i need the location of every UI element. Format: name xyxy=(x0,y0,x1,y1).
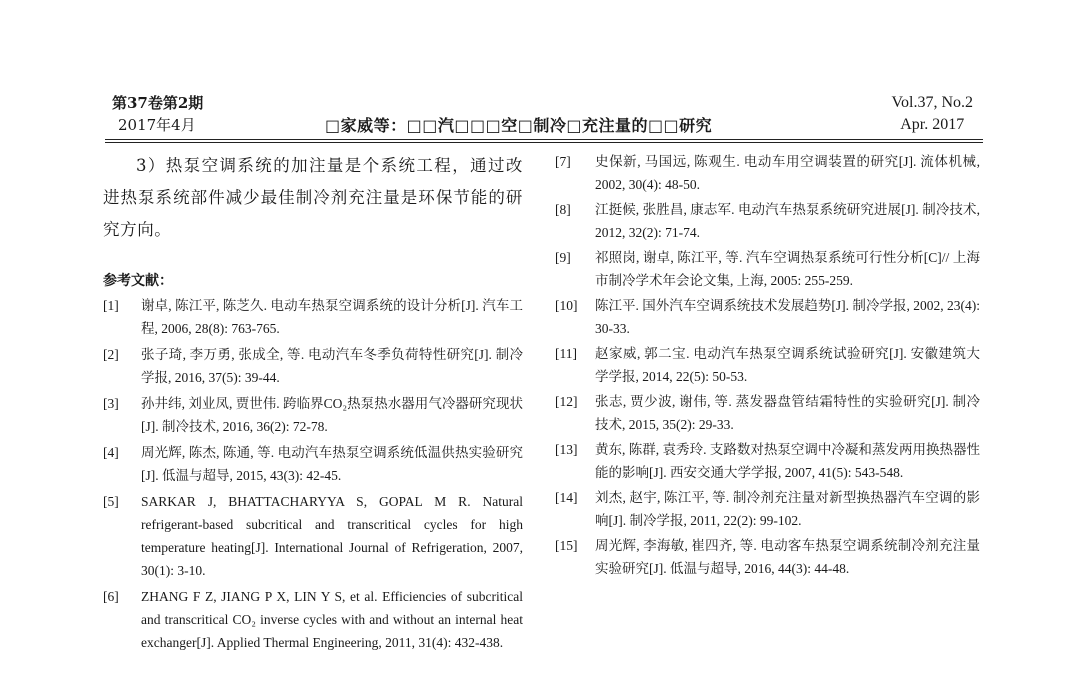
reference-number: [3] xyxy=(103,396,119,411)
reference-item xyxy=(103,343,523,389)
reference-number: [15] xyxy=(555,538,578,553)
reference-item xyxy=(555,150,980,196)
reference-number: [12] xyxy=(555,394,578,409)
volume-issue-en: Vol.37, No.2 xyxy=(891,94,973,111)
reference-number: [13] xyxy=(555,442,578,457)
reference-text: 江挺候, 张胜昌, 康志军. 电动汽车热泵系统研究进展[J]. 制冷技术, 2012, 32(2): 71-74. xyxy=(595,202,980,240)
header-rule-top xyxy=(105,139,983,140)
reference-text: 史保新, 马国远, 陈观生. 电动车用空调装置的研究[J]. 流体机械, 2002, 30(4): 48-50. xyxy=(595,154,980,192)
header-rule-bottom xyxy=(105,142,983,143)
references-heading: 参考文献： xyxy=(103,273,173,289)
reference-number: [8] xyxy=(555,202,571,217)
reference-number: [2] xyxy=(103,347,119,362)
reference-number: [10] xyxy=(555,298,578,313)
reference-number: [9] xyxy=(555,250,571,265)
left-column xyxy=(103,150,523,657)
reference-number: [5] xyxy=(103,494,119,509)
reference-text: 张子琦, 李万勇, 张成全, 等. 电动汽车冬季负荷特性研究[J]. 制冷学报, 2016, 37(5): 39-44. xyxy=(141,347,523,385)
reference-item xyxy=(103,490,523,582)
header-left xyxy=(112,92,203,136)
right-column xyxy=(555,150,980,582)
reference-item xyxy=(555,534,980,580)
reference-item xyxy=(103,392,523,438)
volume-issue-cn: 第37卷第2期 xyxy=(112,94,204,112)
reference-number: [6] xyxy=(103,589,119,604)
date-en: Apr. 2017 xyxy=(900,116,965,133)
reference-number: [1] xyxy=(103,298,119,313)
reference-text: 谢卓, 陈江平, 陈芝久. 电动车热泵空调系统的设计分析[J]. 汽车工程, 2006, 28(8): 763-765. xyxy=(141,298,523,336)
reference-item xyxy=(555,390,980,436)
reference-number: [14] xyxy=(555,490,578,505)
reference-text: SARKAR J, BHATTACHARYYA S, GOPAL M R. Natural refrigerant-based subcritical and transcritical cycles for high temperature heating[J]. International Journal of Refrigeration, 2007, 30(1): 3-10. xyxy=(141,494,523,578)
reference-text: 刘杰, 赵宇, 陈江平, 等. 制冷剂充注量对新型换热器汽车空调的影响[J]. 制冷学报, 2011, 22(2): 99-102. xyxy=(595,490,980,528)
reference-text: 陈江平. 国外汽车空调系统技术发展趋势[J]. 制冷学报, 2002, 23(4): 30-33. xyxy=(595,298,980,336)
date-cn: 2017年4月 xyxy=(118,116,196,134)
reference-list-left xyxy=(103,294,523,654)
header-right xyxy=(892,92,974,136)
running-title: □家威等：□□汽□□□空□制冷□充注量的□□研究 xyxy=(325,116,713,135)
reference-text: 祁照岗, 谢卓, 陈江平, 等. 汽车空调热泵系统可行性分析[C]// 上海市制冷学术年会论文集, 上海, 2005: 255-259. xyxy=(595,250,980,288)
reference-list-right xyxy=(555,150,980,580)
reference-item xyxy=(555,294,980,340)
reference-text: 赵家威, 郭二宝. 电动汽车热泵空调系统试验研究[J]. 安徽建筑大学学报, 2014, 22(5): 50-53. xyxy=(595,346,980,384)
reference-text: 黄东, 陈群, 袁秀玲. 支路数对热泵空调中冷凝和蒸发两用换热器性能的影响[J]. 西安交通大学学报, 2007, 41(5): 543-548. xyxy=(595,442,980,480)
reference-text: 孙井纬, 刘业凤, 贾世伟. 跨临界CO₂热泵热水器用气冷器研究现状[J]. 制冷技术, 2016, 36(2): 72-78. xyxy=(141,396,523,434)
reference-item xyxy=(103,294,523,340)
reference-item xyxy=(103,441,523,487)
reference-number: [11] xyxy=(555,346,577,361)
reference-item xyxy=(555,246,980,292)
reference-text: 张志, 贾少波, 谢伟, 等. 蒸发器盘管结霜特性的实验研究[J]. 制冷技术, 2015, 35(2): 29-33. xyxy=(595,394,980,432)
reference-item xyxy=(103,585,523,654)
reference-number: [7] xyxy=(555,154,571,169)
reference-item xyxy=(555,486,980,532)
reference-number: [4] xyxy=(103,445,119,460)
conclusion-paragraph: 3）热泵空调系统的加注量是个系统工程，通过改进热泵系统部件减少最佳制冷剂充注量是环保节能的研究方向。 xyxy=(103,156,523,239)
reference-item xyxy=(555,438,980,484)
reference-text: 周光辉, 陈杰, 陈通, 等. 电动汽车热泵空调系统低温供热实验研究[J]. 低温与超导, 2015, 43(3): 42-45. xyxy=(141,445,523,483)
reference-item xyxy=(555,342,980,388)
reference-text: ZHANG F Z, JIANG P X, LIN Y S, et al. Efficiencies of subcritical and transcritical CO₂ inverse cycles with and without an internal heat exchanger[J]. Applied Thermal Engineering, 2011, 31(4): 432-438. xyxy=(141,589,523,650)
reference-item xyxy=(555,198,980,244)
reference-text: 周光辉, 李海敏, 崔四齐, 等. 电动客车热泵空调系统制冷剂充注量实验研究[J]. 低温与超导, 2016, 44(3): 44-48. xyxy=(595,538,980,576)
